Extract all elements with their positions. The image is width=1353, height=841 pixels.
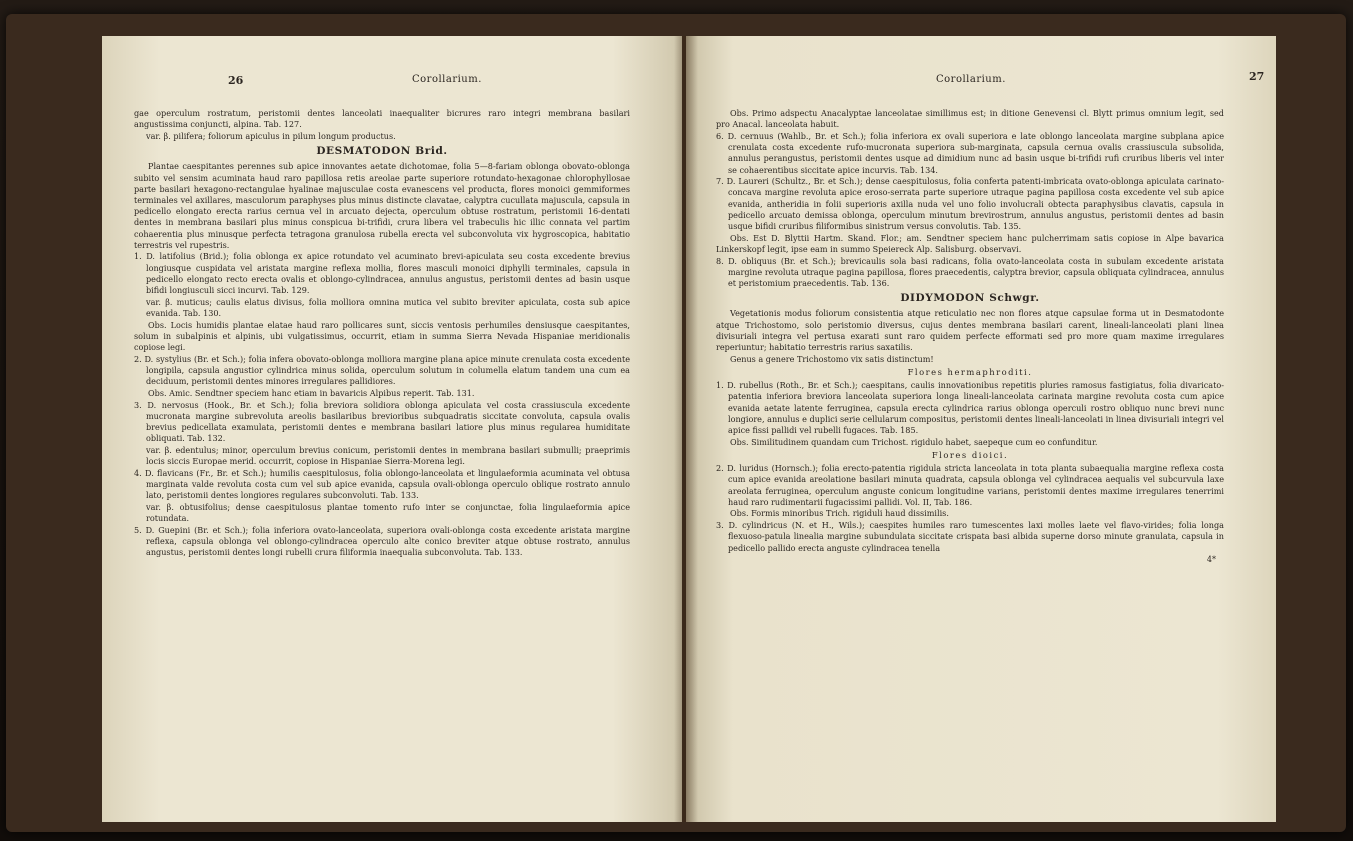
species-entry: 2. D. luridus (Hornsch.); folia erecto-patentia rigidula stricta lanceolata in tota planta subaequalia margine reflexa costa cum apice evanida areolatione basilari minuta quadrata, capsula oblonga vel cylindracea aequalis vel subcurvula laxe areolata ferruginea, operculum anguste conicum longitudine varians, peristomii dentes maxime irregulares tenerrimi haud raro rudimentarii fugacissimi pallidi. Vol. II, Tab. 186. <box>716 463 1224 507</box>
section-heading: Flores dioici. <box>931 449 1009 460</box>
species-entry: 5. D. Guepini (Br. et Sch.); folia inferiora ovato-lanceolata, superiora ovali-oblonga costa excedente aristata margine reflexa, capsula oblonga vel oblongo-cylindracea operculo alte conico breviter atque obtuse rostrato, annulus angustus, peristomii dentes longi rubelli crura filiformia inaequalia subconvoluta. Tab. 133. <box>134 524 630 558</box>
right-page-content <box>716 108 1224 565</box>
observation: Obs. Similitudinem quandam cum Trichost. rigidulo habet, saepeque cum eo confunditur. <box>730 436 1098 447</box>
genus-title: DESMATODON Brid. <box>316 145 448 158</box>
genus-description: Vegetationis modus foliorum consistentia atque reticulatio nec non flores atque capsulae forma ut in Desmatodonte atque Trichostomo, solo peristomio diversus, cujus dentes membrana basilari carent, lineali-lanceolati plani linea divisuriali integra vel pertusa exarati sunt raro quidem perfecte efformati sed pro more quam maxime irregulares reperiuntur; habitatio terrestris rarius saxatilis. <box>716 308 1224 353</box>
signature-mark: 4* <box>1206 555 1216 565</box>
left-page <box>102 36 682 822</box>
species-entry: 2. D. systylius (Br. et Sch.); folia infera obovato-oblonga molliora margine plana apice minute crenulata costa excedente longipila, capsula angustior cylindrica minus solida, operculum solutum in columella elatum tandem una cum ea deciduum, peristomii dentes minores irregulares pallidiores. <box>134 353 630 387</box>
observation: Obs. Locis humidis plantae elatae haud raro pollicares sunt, siccis ventosis perhumiles densiusque caespitantes, solum in subalpinis et alpinis, ubi vulgatissimus, occurrit, etiam in summa Sierra Nevada Hispaniae meridionalis copiose legi. <box>134 319 630 353</box>
species-entry: 8. D. obliquus (Br. et Sch.); brevicaulis sola basi radicans, folia ovato-lanceolata costa in subulam excedente aristata margine revoluta utraque pagina papillosa, flores praecedentis, calyptra brevior, capsula obliquata cylindracea, annulus et peristomium praecedentis. Tab. 136. <box>716 255 1224 289</box>
species-entry: 4. D. flavicans (Fr., Br. et Sch.); humilis caespitulosus, folia oblongo-lanceolata et lingulaeformia acuminata vel obtusa marginata valde revoluta costa cum vel sub apice evanida, capsula ovali-oblonga operculo oblique rostrato annulo lato, peristomii dentes longiores regulares subconvoluti. Tab. 133. <box>134 467 630 501</box>
right-page <box>686 36 1276 822</box>
genus-note: Genus a genere Trichostomo vix satis distinctum! <box>730 353 934 364</box>
observation: Obs. Amic. Sendtner speciem hanc etiam in bavaricis Alpibus reperit. Tab. 131. <box>148 387 475 398</box>
observation: Obs. Formis minoribus Trich. rigiduli haud dissimilis. <box>730 508 949 519</box>
open-book <box>6 14 1346 832</box>
paragraph: var. β. pilifera; foliorum apiculus in pilum longum productus. <box>146 130 396 141</box>
variety-entry: var. β. muticus; caulis elatus divisus, folia molliora omnina mutica vel subito breviter apiculata, costa sub apice evanida. Tab. 130. <box>146 296 630 318</box>
observation: Obs. Primo adspectu Anacalyptae lanceolatae simillimus est; in ditione Genevensi cl. Blytt primus omnium legit, sed pro Anacal. lanceolata habuit. <box>716 108 1224 130</box>
species-entry: 3. D. nervosus (Hook., Br. et Sch.); folia breviora solidiora oblonga apiculata vel costa crassiuscula excedente mucronata margine subrevoluta areolis basilaribus brevioribus subquadratis siccitate convoluta, capsula ovalis brevius pedicellata examulata, peristomii dentes e membrana basilari latiore plus minus regularea humiditate obliquati. Tab. 132. <box>134 399 630 444</box>
species-entry: 3. D. cylindricus (N. et H., Wils.); caespites humiles raro tumescentes laxi molles laete vel flavo-virides; folia longa flexuoso-patula linealia margine subundulata siccitate crispata basi albida superne dorso minute granulata, capsula in pedicello pallido erecta anguste cylindracea tenella <box>716 520 1224 553</box>
species-entry: 1. D. latifolius (Brid.); folia oblonga ex apice rotundato vel acuminato brevi-apiculata seu costa excedente brevius longiusque cuspidata vel aristata margine reflexa mollia, flores masculi monoici diphylli terminales, capsula in pedicello elongato recto erecta ovalis et oblongo-cylindracea, annulus angustus, peristomii dentes ad basin usque bifidi longiusculi sicci incurvi. Tab. 129. <box>134 251 630 296</box>
species-entry: 6. D. cernuus (Wahlb., Br. et Sch.); folia inferiora ex ovali superiora e late oblongo lanceolata margine subplana apice crenulata costa excedente rufo-mucronata superiora sub-marginata, capsula cernua ovalis crassiuscula subsolida, annulus perangustus, peristomii dentes usque ad dimidium nunc ad basin usque bi-trifidi rufi cruribus liberis vel inter se cohaerentibus siccitate apice incurvis. Tab. 134. <box>716 130 1224 175</box>
book-gutter <box>674 36 698 822</box>
left-running-head: Corollarium. <box>412 74 482 85</box>
right-page-number: 27 <box>1249 70 1265 83</box>
species-entry: 7. D. Laureri (Schultz., Br. et Sch.); dense caespitulosus, folia conferta patenti-imbricata ovato-oblonga apiculata carinato-concava margine revoluta apice eroso-serrata parte superiore utraque pagina papillosa costa excedente vel sub apice evanida, antheridia in folii superioris axilla nuda vel uno folio involucrali obtecta paraphysibus clavatis, capsula in pedicello arcuato demissa oblonga, operculum minutum brevirostrum, annulus angustus, peristomii dentes ad basin usque bifidi cruribus filiformibus sinistrum versus convolutis. Tab. 135. <box>716 176 1224 232</box>
left-page-content <box>134 108 630 559</box>
species-entry: 1. D. rubellus (Roth., Br. et Sch.); caespitans, caulis innovationibus repetitis pluries ramosus fastigiatus, folia divaricato-patentia inferiora breviora lanceolata superiora longa lineali-lanceolata carinata margine revoluta costa cum apice evanida aetate latente ferruginea, capsula erecta cylindrica rarius oblonga operculi rostro obliquo nunc brevi nunc longiore, annulus e duplici serie cellularum compositus, peristomii dentes lineali-lanceolati in linea divisuriali integri vel apice fissi pallidi vel rubelli fugaces. Tab. 185. <box>716 380 1224 435</box>
left-page-number: 26 <box>228 74 244 87</box>
variety-entry: var. β. edentulus; minor, operculum brevius conicum, peristomii dentes in membrana basilari submulli; praeprimis locis siccis Europae merid. occurrit, copiose in Hispaniae Sierra-Morena legi. <box>146 444 630 467</box>
genus-description: Plantae caespitantes perennes sub apice innovantes aetate dichotomae, folia 5—8-fariam oblonga obovato-oblonga subito vel sensim acuminata haud raro papillosa retis areolae parte superiore rotundato-hexagonae chlorophyllosae parte basilari hexagono-rectangulae hyalinae majusculae costa evanescens vel producta, flores monoici gemmiformes terminales vel axillares, masculorum paraphyses plus minus distincte clavatae, calyptra cucullata majuscula, capsula in pedicello elongato erecta rarius cernua vel in arcuato dejecta, operculum obtuse rostratum, peristomii 16-dentati dentes in membrana basilari plus minus conspicua bi-trifidi, crura libera vel trabeculis hic illic connata vel partim cohaerentia plus minusque perfecta tetragona granulosa rubella erecta vel subconvoluta vix hygroscopica, habitatio terrestris vel rupestris. <box>134 161 630 250</box>
right-running-head: Corollarium. <box>936 74 1006 85</box>
genus-title: DIDYMODON Schwgr. <box>900 292 1040 305</box>
variety-entry: var. β. obtusifolius; dense caespitulosus plantae tomento rufo inter se conjunctae, folia lingulaeformia apice rotundata. <box>146 501 630 524</box>
observation: Obs. Est D. Blyttii Hartm. Skand. Flor.; am. Sendtner speciem hanc pulcherrimam satis copiose in Alpe bavarica Linkerskopf legit, ipse eam in summo Speiereck Alp. Salisburg. observavi. <box>716 232 1224 254</box>
section-heading: Flores hermaphroditi. <box>907 366 1033 377</box>
paragraph: gae operculum rostratum, peristomii dentes lanceolati inaequaliter bicrures raro integri membrana basilari angustissima conjuncti, alpina. Tab. 127. <box>134 108 630 130</box>
